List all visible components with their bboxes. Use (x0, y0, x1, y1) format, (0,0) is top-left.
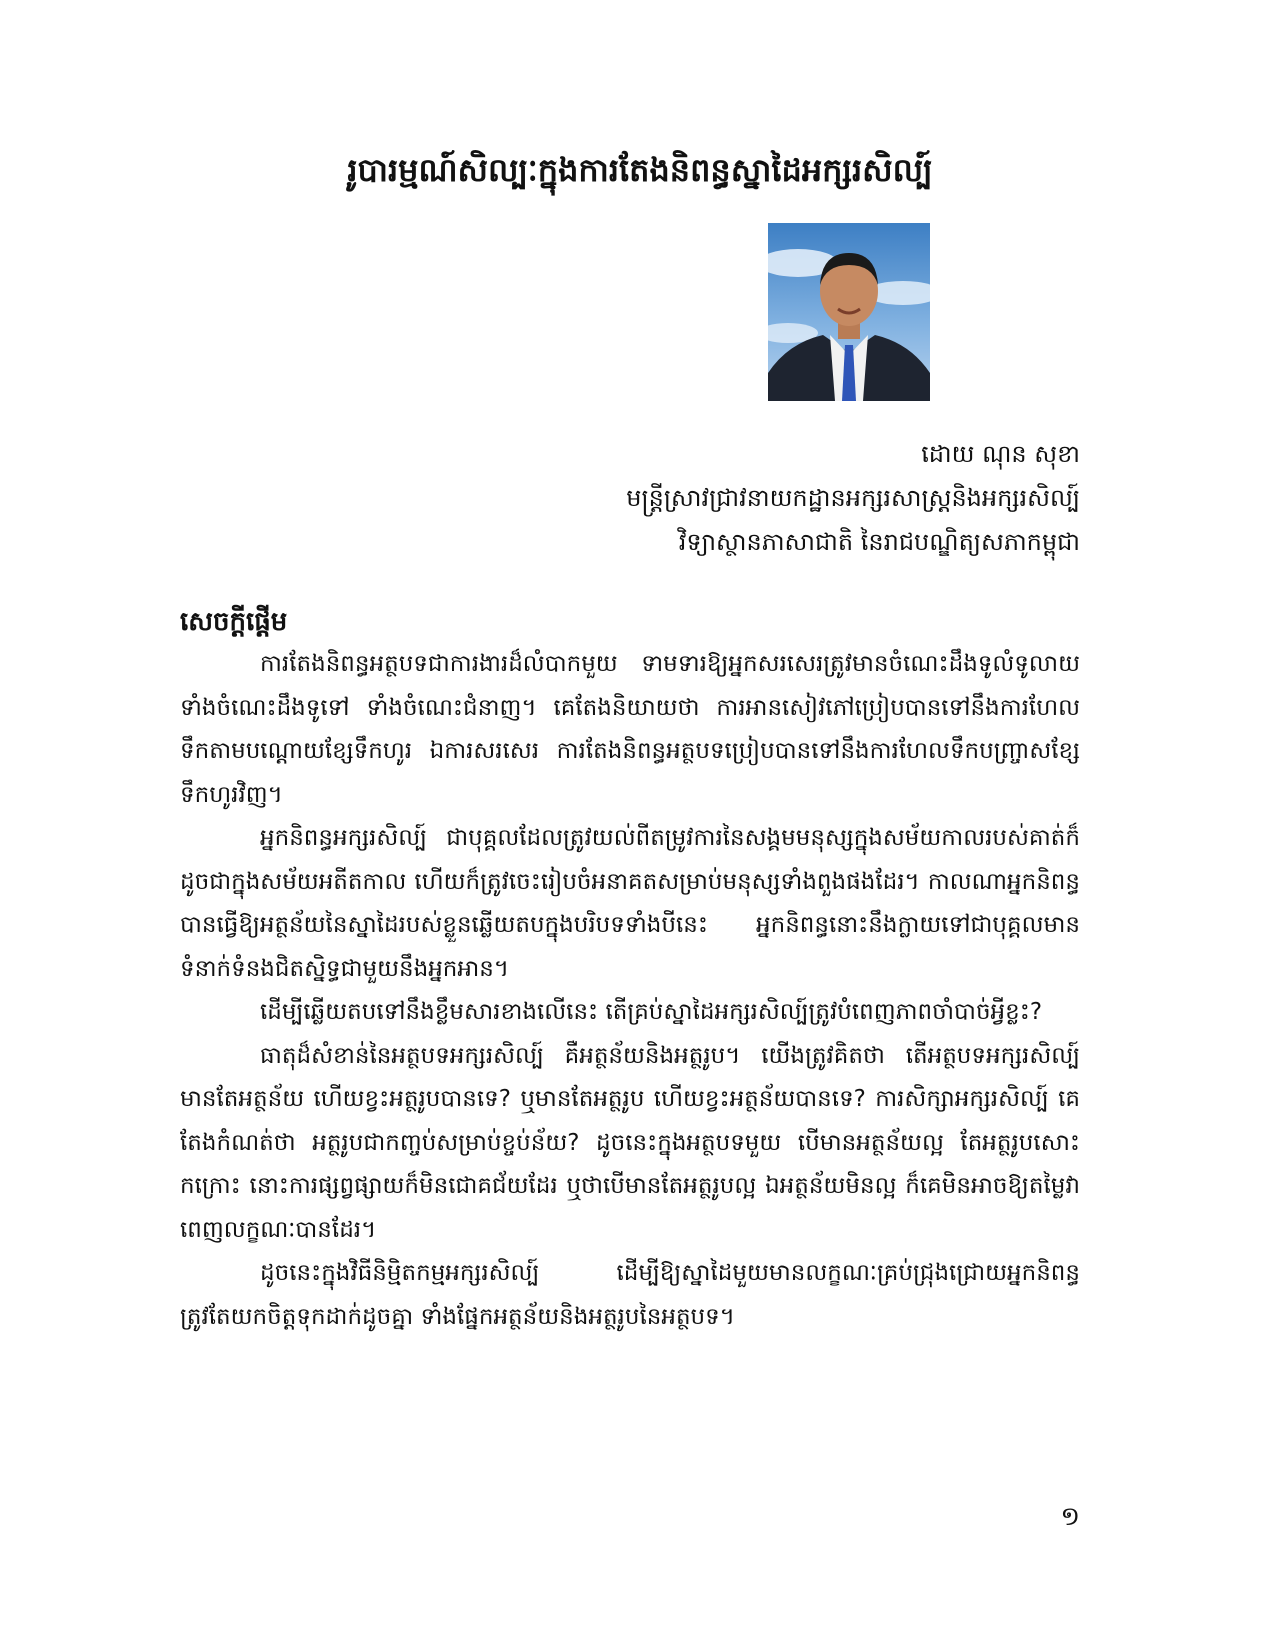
author-position: មន្ត្រីស្រាវជ្រាវនាយកដ្ឋានអក្សរសាស្ត្រនិងអក្សរសិល្ប៍ (626, 484, 1080, 512)
article-body (180, 643, 1080, 1339)
author-portrait-image (768, 223, 930, 401)
page-title: រូបារម្មណ៍សិល្បៈក្នុងការតែងនិពន្ធស្នាដៃអក្សរសិល្ប៍ (347, 151, 933, 189)
page-number: ១ (1060, 1502, 1080, 1532)
paragraph: អ្នកនិពន្ធអក្សរសិល្ប៍ ជាបុគ្គលដែលត្រូវយល់ពីតម្រូវការនៃសង្គមមនុស្សក្នុងសម័យកាលរបស់គាត់ក៏ដូចជាក្នុងសម័យអតីតកាល ហើយក៏ត្រូវចេះរៀបចំអនាគតសម្រាប់មនុស្សទាំងពួងផងដែរ។ កាលណាអ្នកនិពន្ធបានធ្វើឱ្យអត្ថន័យនៃស្នាដៃរបស់ខ្លួនឆ្លើយតបក្នុងបរិបទទាំងបីនេះ អ្នកនិពន្ធនោះនឹងក្លាយទៅជាបុគ្គលមានទំនាក់ទំនងជិតស្និទ្ធជាមួយនឹងអ្នកអាន។ (180, 825, 1080, 982)
author-name: ដោយ ណុន សុខា (921, 440, 1080, 468)
paragraph: ដើម្បីឆ្លើយតបទៅនឹងខ្លឹមសារខាងលើនេះ តើគ្រប់ស្នាដៃអក្សរសិល្ប៍ត្រូវបំពេញភាពចាំបាច់អ្វីខ្លះ? (260, 999, 1043, 1025)
author-byline (560, 432, 1080, 564)
paragraph: ធាតុដ៏សំខាន់នៃអត្ថបទអក្សរសិល្ប៍ គឺអត្ថន័យនិងអត្ថរូប។ យើងត្រូវគិតថា តើអត្ថបទអក្សរសិល្ប៍មានតែអត្ថន័យ ហើយខ្វះអត្ថរូបបានទេ? ឬមានតែអត្ថរូប ហើយខ្វះអត្ថន័យបានទេ? ការសិក្សាអក្សរសិល្ប៍ គេតែងកំណត់ថា អត្ថរូបជាកញ្ចប់សម្រាប់ខ្ចប់ន័យ? ដូចនេះក្នុងអត្ថបទមួយ បើមានអត្ថន័យល្អ តែអត្ថរូបសោះកក្រោះ នោះការផ្សព្វផ្សាយក៏មិនជោគជ័យដែរ ឬថាបើមានតែអត្ថរូបល្អ ឯអត្ថន័យមិនល្អ ក៏គេមិនអាចឱ្យតម្លៃវាពេញលក្ខណៈបានដែរ។ (180, 1042, 1080, 1243)
author-institution: វិទ្យាស្ថានភាសាជាតិ នៃរាជបណ្ឌិត្យសភាកម្ពុជា (678, 528, 1080, 556)
paragraph: ដូចនេះក្នុងវិធីនិម្មិតកម្មអក្សរសិល្ប៍ ដើម្បីឱ្យស្នាដៃមួយមានលក្ខណៈគ្រប់ជ្រុងជ្រោយអ្នកនិពន្ធត្រូវតែយកចិត្តទុកដាក់ដូចគ្នា ទាំងផ្នែកអត្ថន័យនិងអត្ថរូបនៃអត្ថបទ។ (180, 1260, 1080, 1330)
author-photo (768, 223, 930, 401)
paragraph: ការតែងនិពន្ធអត្ថបទជាការងារដ៏លំបាកមួយ ទាមទារឱ្យអ្នកសរសេរត្រូវមានចំណេះដឹងទូលំទូលាយទាំងចំណេះដឹងទូទៅ ទាំងចំណេះជំនាញ។ គេតែងនិយាយថា ការអានសៀវភៅប្រៀបបានទៅនឹងការហែលទឹកតាមបណ្ដោយខ្សែទឹកហូរ ឯការសរសេរ ការតែងនិពន្ធអត្ថបទប្រៀបបានទៅនឹងការហែលទឹកបញ្ច្រាសខ្សែទឹកហូរវិញ។ (180, 651, 1080, 808)
section-heading: សេចក្ដីផ្ដើម (180, 607, 288, 637)
